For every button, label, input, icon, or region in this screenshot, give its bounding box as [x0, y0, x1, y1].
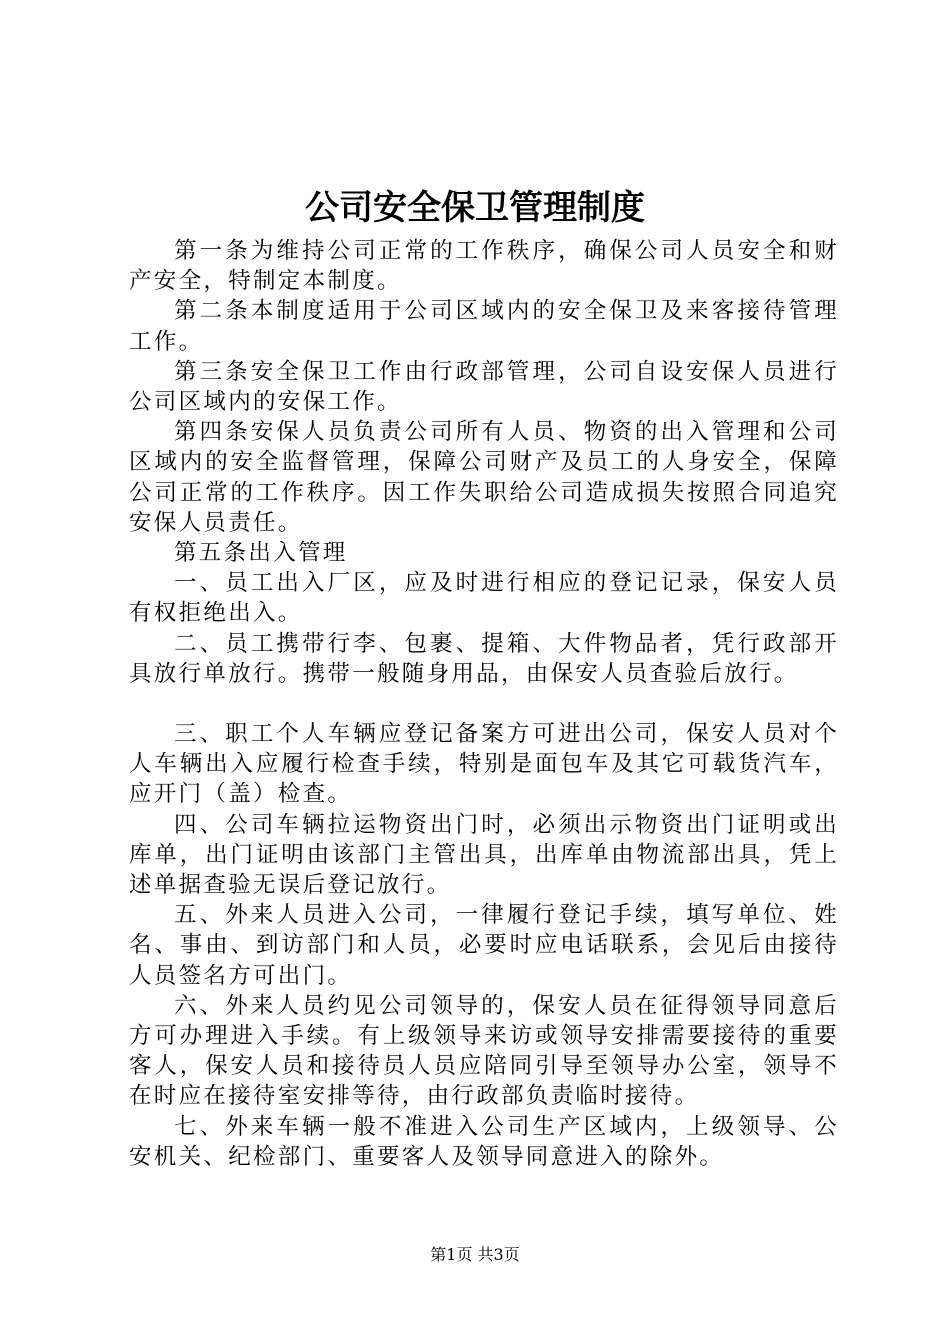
clause-5: 五、外来人员进入公司，一律履行登记手续，填写单位、姓名、事由、到访部门和人员，必要时应电话联系，会见后由接待人员签名方可出门。 — [129, 902, 839, 989]
article-5-heading: 第五条出入管理 — [174, 540, 348, 567]
clause-7: 七、外来车辆一般不准进入公司生产区域内，上级领导、公安机关、纪检部门、重要客人及领导同意进入的除外。 — [129, 1113, 839, 1170]
document-body — [129, 236, 839, 1172]
article-3: 第三条安全保卫工作由行政部管理，公司自设安保人员进行公司区域内的安保工作。 — [129, 358, 839, 416]
article-1: 第一条为维持公司正常的工作秩序，确保公司人员安全和财产安全，特制定本制度。 — [129, 238, 839, 295]
clause-6: 六、外来人员约见公司领导的，保安人员在征得领导同意后方可办理进入手续。有上级领导来访或领导安排需要接待的重要客人，保安人员和接待员人员应陪同引导至领导办公室，领导不在时应在接待室安排等待，由行政部负责临时接待。 — [129, 992, 839, 1110]
clause-2: 二、员工携带行李、包裹、提箱、大件物品者，凭行政部开具放行单放行。携带一般随身用品，由保安人员查验后放行。 — [129, 630, 839, 687]
document-title: 公司安全保卫管理制度 — [305, 188, 645, 228]
article-4: 第四条安保人员负责公司所有人员、物资的出入管理和公司区域内的安全监督管理，保障公司财产及员工的人身安全，保障公司正常的工作秩序。因工作失职给公司造成损失按照合同追究安保人员责任。 — [129, 419, 839, 536]
clause-3: 三、职工个人车辆应登记备案方可进出公司，保安人员对个人车辆出入应履行检查手续，特别是面包车及其它可载货汽车，应开门（盖）检查。 — [129, 721, 839, 808]
clause-1: 一、员工出入厂区，应及时进行相应的登记记录，保安人员有权拒绝出入。 — [129, 570, 839, 627]
page-number-footer: 第1页 共3页 — [430, 1245, 520, 1264]
article-2: 第二条本制度适用于公司区域内的安全保卫及来客接待管理工作。 — [129, 298, 839, 355]
clause-4: 四、公司车辆拉运物资出门时，必须出示物资出门证明或出库单，出门证明由该部门主管出具，出库单由物流部出具，凭上述单据查验无误后登记放行。 — [129, 811, 839, 899]
